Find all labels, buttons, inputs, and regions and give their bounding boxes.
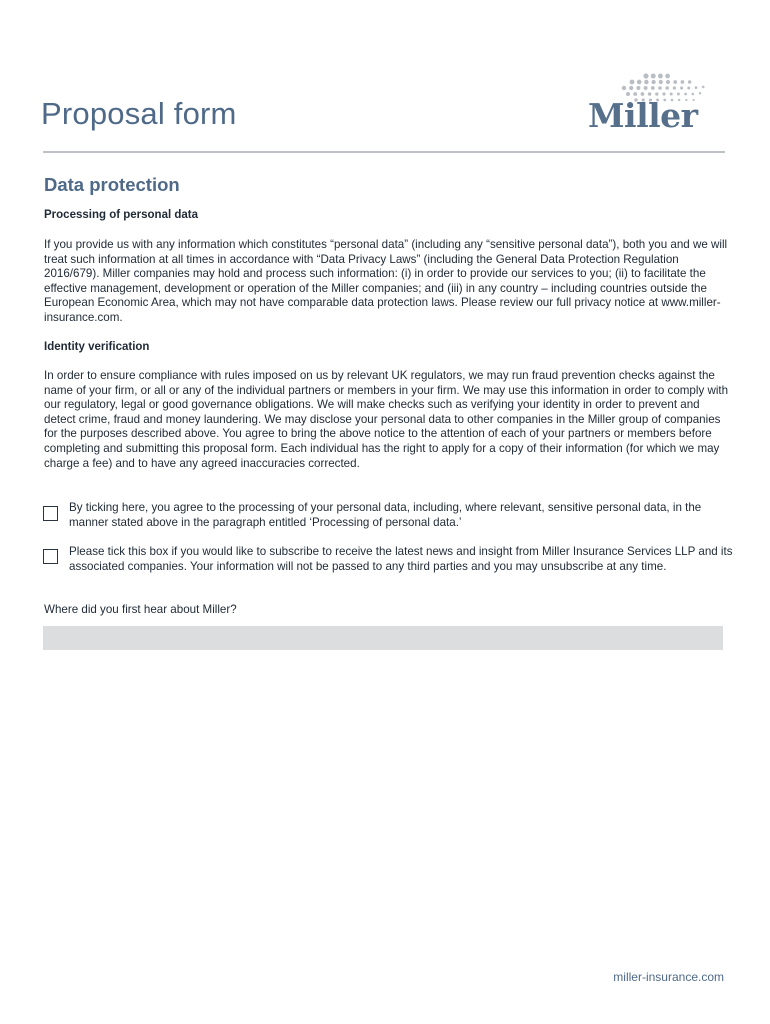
identity-paragraph: In order to ensure compliance with rules imposed on us by relevant UK regulators, we may run fraud prevention checks against the name of your firm, or all or any of the individual partners or members in your firm. We may use this information in order to comply with our regulatory, legal or good governance obligations. We will make checks such as verifying your identity in order to prevent and detect crime, fraud and money laundering. We may disclose your personal data to other companies in the Miller group of companies for the purposes described above. You agree to bring the above notice to the attention of each of your partners or members before completing and submitting this proposal form. Each individual has the right to apply for a copy of their information (for which we may charge a fee) and to have any agreed inaccuracies corrected.	[44, 369, 729, 470]
logo-dot	[643, 73, 648, 78]
logo-dot	[637, 80, 642, 85]
logo-dot	[702, 86, 705, 89]
hear-about-input[interactable]	[43, 626, 723, 650]
logo-dot	[644, 86, 648, 90]
footer-url[interactable]: miller-insurance.com	[613, 970, 724, 984]
hear-about-question: Where did you first hear about Miller?	[44, 603, 237, 616]
processing-heading: Processing of personal data	[44, 209, 199, 221]
logo-dot	[699, 92, 701, 94]
consent-processing-checkbox[interactable]	[43, 506, 58, 521]
header-divider	[43, 151, 725, 153]
logo-dot	[665, 86, 668, 89]
logo-dot	[659, 80, 663, 84]
logo-dot	[688, 80, 692, 84]
logo-wordmark: Miller	[588, 96, 698, 135]
logo-dot	[666, 80, 670, 84]
logo-dot	[695, 86, 698, 89]
logo-dot	[644, 80, 648, 84]
logo-dot	[677, 93, 680, 96]
logo-dot	[658, 74, 663, 79]
identity-heading: Identity verification	[44, 341, 150, 353]
logo-dot	[629, 86, 633, 90]
logo-dot	[665, 74, 670, 79]
miller-logo	[588, 70, 728, 134]
page-title: Proposal form	[41, 96, 237, 131]
logo-dot	[684, 93, 687, 96]
logo-dot	[651, 73, 656, 78]
logo-dot	[681, 80, 685, 84]
logo-dot	[651, 86, 655, 90]
logo-dot	[622, 86, 626, 90]
logo-dot	[630, 80, 635, 85]
subscribe-news-checkbox[interactable]	[43, 549, 58, 564]
logo-dot	[673, 80, 677, 84]
processing-paragraph: If you provide us with any information which constitutes “personal data” (including any “sensitive personal data”), both you and we will treat such information at all times in accordance with “Data Privacy Laws” (including the General Data Protection Regulation 2016/679). Miller companies may hold and process such information: (i) in order to provide our services to you; (ii) to facilitate the effective management, development or operation of the Miller companies; and (iii) in any country – including countries outside the European Economic Area, which may not have comparable data protection laws. Please review our full privacy notice at www.miller-insurance.com.	[44, 238, 728, 324]
consent-processing-label: By ticking here, you agree to the processing of your personal data, including, where relevant, sensitive personal data, in the manner stated above in the paragraph entitled ‘Processing of personal data.’	[69, 501, 702, 529]
logo-dot	[692, 93, 695, 96]
logo-dot	[658, 86, 662, 90]
subscribe-news-label: Please tick this box if you would like to subscribe to receive the latest news and insight from Miller Insurance Services LLP and its associated companies. Your information will not be passed to any third parties and you may unsubscribe at any time.	[69, 545, 733, 573]
logo-dot	[673, 86, 676, 89]
logo-dot	[651, 80, 655, 84]
logo-dot	[687, 87, 690, 90]
section-title: Data protection	[44, 174, 180, 195]
logo-dot	[680, 86, 683, 89]
logo-dot	[636, 86, 640, 90]
